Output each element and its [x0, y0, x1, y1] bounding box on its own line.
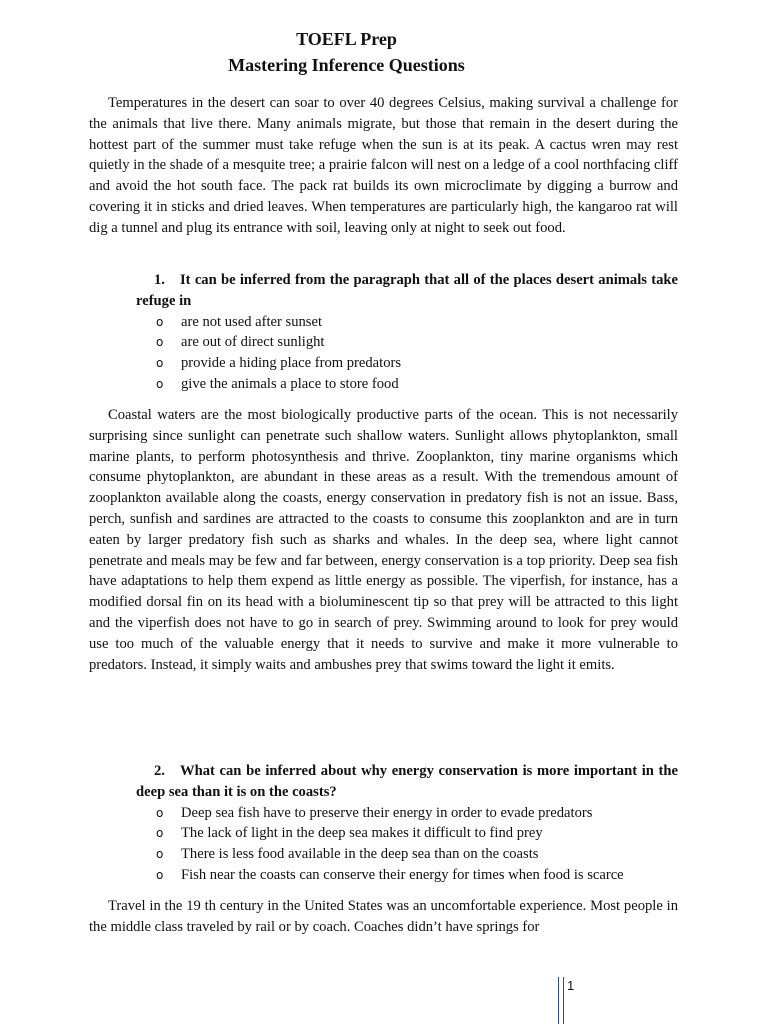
passage-2: Coastal waters are the most biologically productive parts of the ocean. This is not necessarily surprising since sunlight can penetrate such shallow waters. Sunlight allows phytoplankton, small marine plants, to perform photosynthesis and thrive. Zooplankton, tiny marine organisms which consume phytoplankton, are abundant in these areas as a result. With the tremendous amount of zooplankton available along the coasts, energy conservation in predatory fish is not an issue. Bass, perch, sunfish and sardines are attracted to the coasts to consume this zooplankton and are in turn eaten by larger predatory fish such as sharks and whales. In the deep sea, where light cannot penetrate and meals may be few and far between, energy conservation is a top priority. Deep sea fish have adaptations to help them expend as little energy as possible. The viperfish, for instance, has a modified dorsal fin on its head with a bioluminescent tip so that prey will be attracted to this light and the viperfish does not have to go in search of prey. Swimming around to look for prey would use too much of the valuable energy that it needs to survive and make it more vulnerable to predators. Instead, it simply waits and ambushes prey that swims toward the light it emits.	[89, 407, 678, 673]
question-2-stem	[136, 761, 678, 803]
question-1-number: 1.	[154, 272, 165, 288]
bullet-icon: o	[156, 376, 164, 391]
option: o are not used after sunset	[136, 312, 678, 333]
option: o give the animals a place to store food	[136, 374, 678, 395]
question-2-number: 2.	[154, 763, 165, 779]
bullet-icon: o	[156, 826, 164, 841]
bullet-icon: o	[156, 356, 164, 371]
question-2-text: What can be inferred about why energy conservation is more important in the deep sea than it is on the coasts?	[136, 763, 678, 800]
question-1-options	[136, 312, 678, 395]
option: o Fish near the coasts can conserve their energy for times when food is scarce	[136, 865, 678, 886]
footer-divider	[558, 977, 564, 1024]
question-1-text: It can be inferred from the paragraph that all of the places desert animals take refuge in	[136, 272, 678, 309]
question-2	[136, 761, 678, 886]
passage-3: Travel in the 19 th century in the United States was an uncomfortable experience. Most people in the middle class traveled by rail or by coach. Coaches didn’t have springs for	[89, 898, 678, 935]
question-2-options	[136, 803, 678, 886]
option: o provide a hiding place from predators	[136, 353, 678, 374]
question-1	[136, 270, 678, 395]
option: o The lack of light in the deep sea makes it difficult to find prey	[136, 823, 678, 844]
option: o Deep sea fish have to preserve their energy in order to evade predators	[136, 803, 678, 824]
bullet-icon: o	[156, 314, 164, 329]
bullet-icon: o	[156, 335, 164, 350]
option: o There is less food available in the deep sea than on the coasts	[136, 844, 678, 865]
document-title	[0, 26, 768, 78]
passage-1: Temperatures in the desert can soar to over 40 degrees Celsius, making survival a challenge for the animals that live there. Many animals migrate, but those that remain in the desert during the hottest part of the summer must take refuge when the sun is at its peak. A cactus wren may rest quietly in the shade of a mesquite tree; a prairie falcon will nest on a ledge of a cool northfacing cliff and avoid the hot south face. The pack rat builds its own microclimate by digging a burrow and covering it in sticks and dried leaves. When temperatures are particularly high, the kangaroo rat will dig a tunnel and plug its entrance with soil, leaving only at night to seek out food.	[89, 95, 678, 236]
page-number: 1	[567, 978, 575, 993]
title-line-2: Mastering Inference Questions	[228, 55, 465, 75]
bullet-icon: o	[156, 847, 164, 862]
title-line-1: TOEFL Prep	[296, 29, 397, 49]
question-1-stem	[136, 270, 678, 312]
bullet-icon: o	[156, 805, 164, 820]
bullet-icon: o	[156, 867, 164, 882]
option: o are out of direct sunlight	[136, 332, 678, 353]
